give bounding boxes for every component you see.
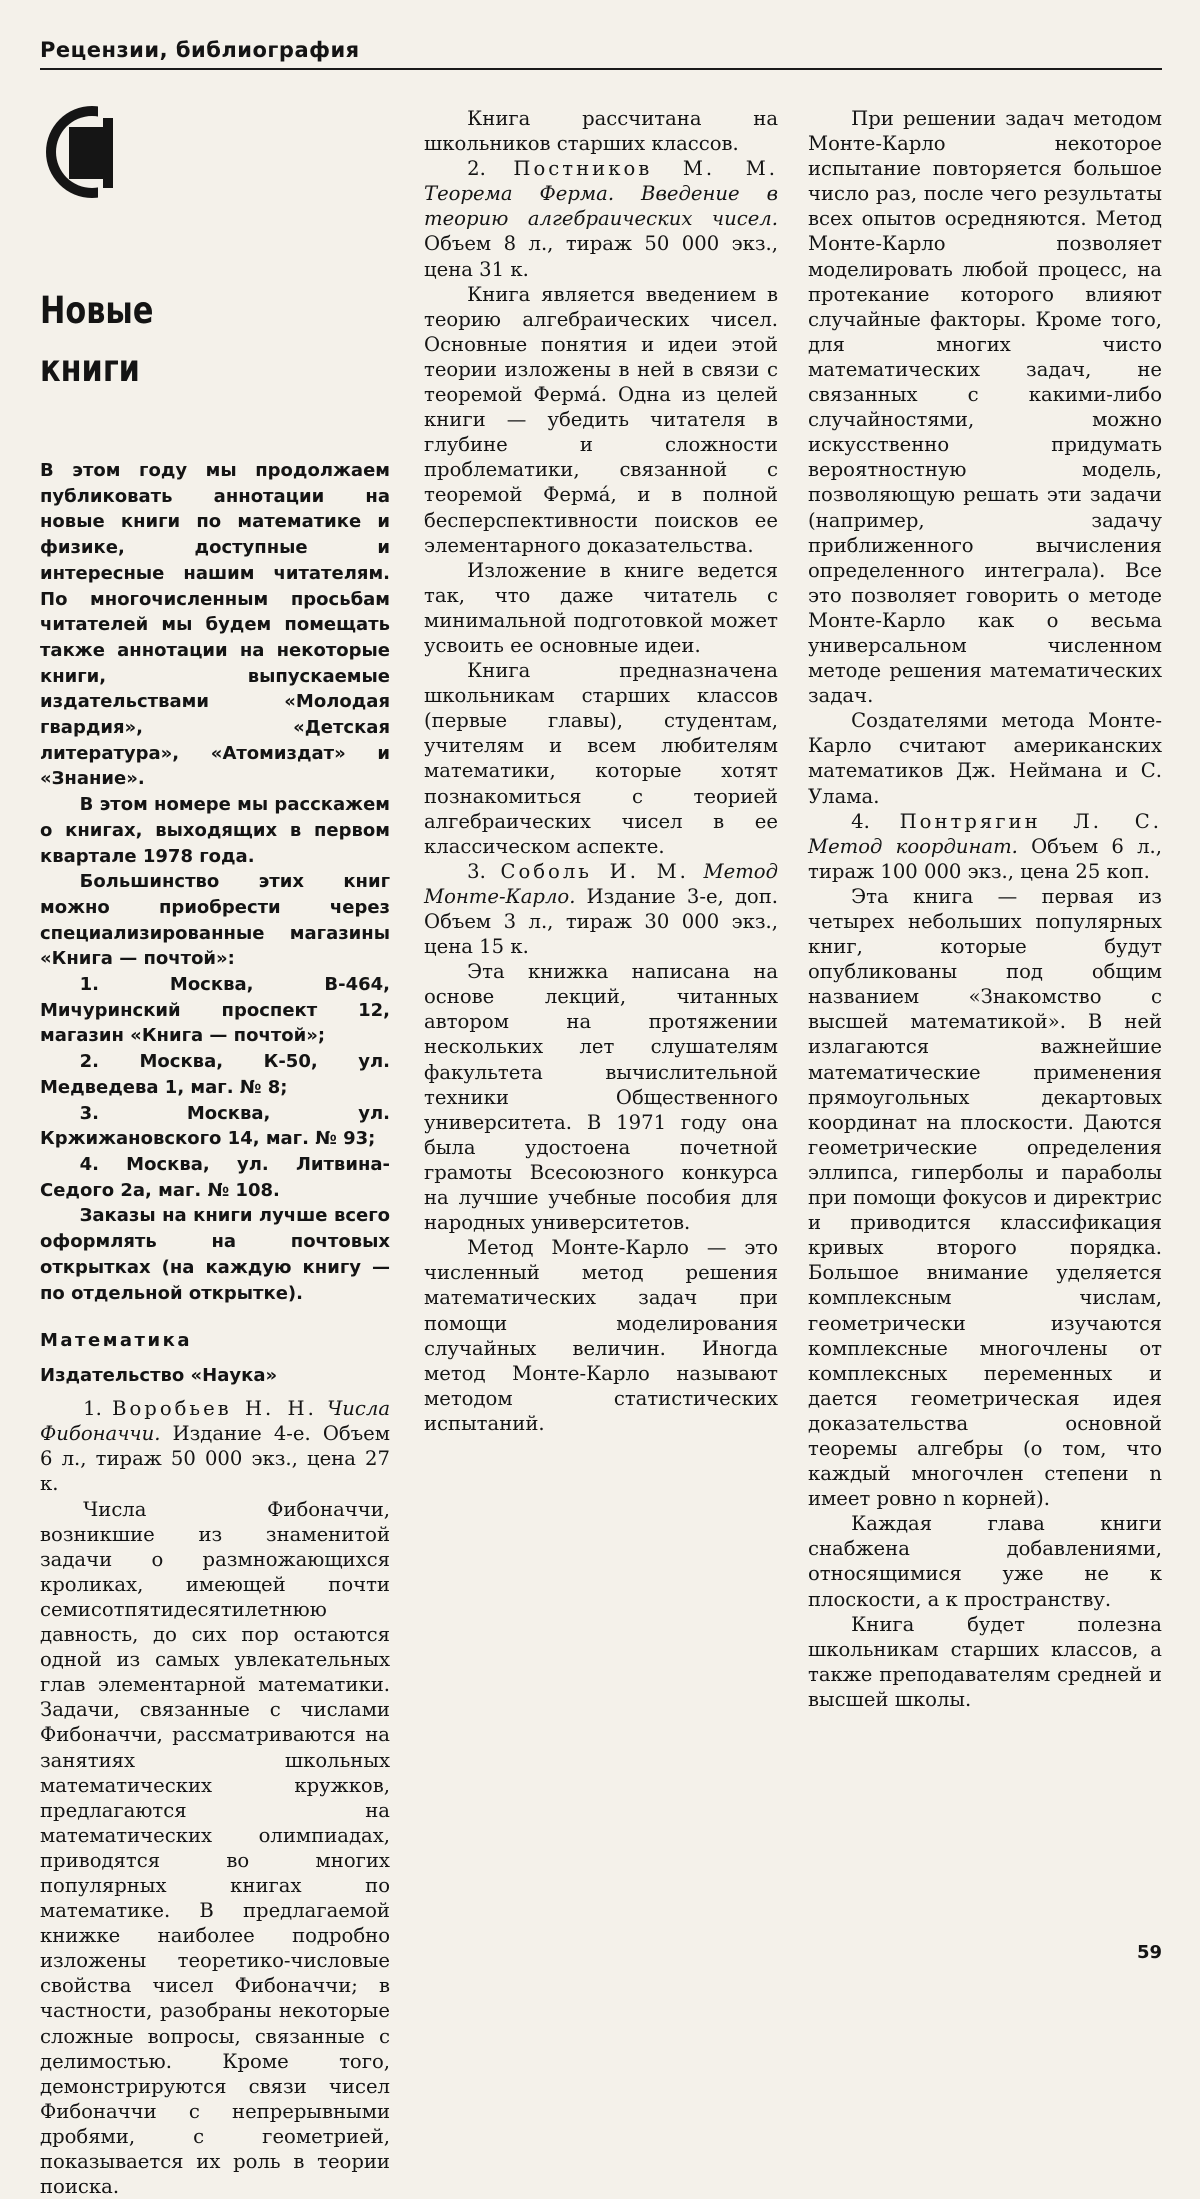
- publisher-heading: Издательство «Наука»: [40, 1365, 278, 1387]
- book-title: Метод координат.: [808, 834, 1018, 858]
- book-annotation: Метод Монте-Карло — это численный метод решения математических задач при помощи моделирования случайных величин. Иногда метод Монте-Карло называют методом статистических испытаний.: [424, 1236, 778, 1435]
- letter-c-logo-icon: [40, 100, 140, 200]
- book-annotation: Книга является введением в теорию алгебраических чисел. Основные понятия и идеи этой теории изложены в ней в связи с теоремой Ферма́. Одна из целей книги — убедить читателя в глубине и сложности проблематики, связанной с теоремой Ферма́, и в полной бесперспективности поисков ее элементарного доказательства.: [424, 282, 778, 557]
- book-annotation: Эта книжка написана на основе лекций, читанных автором на протяжении нескольких лет слушателям факультета вычислительной техники Общественного университета. В 1971 году она была удостоена почетной грамоты Всесоюзного конкурса на лучшие учебные пособия для народных университетов.: [424, 960, 778, 1235]
- book-annotation: Книга рассчитана на школьников старших классов.: [424, 107, 778, 156]
- book-entry-3: [424, 859, 778, 1436]
- book-details: Объем 8 л., тираж 50 000 экз., цена 31 к.: [424, 232, 778, 281]
- book-annotation: Изложение в книге ведется так, что даже читатель с минимальной подготовкой может усвоить ее основные идеи.: [424, 558, 778, 657]
- book-annotation: Числа Фибоначчи, возникшие из знаменитой задачи о размножающихся кроликах, имеющей почти семисотпятидесятилетнюю давность, до сих пор остаются одной из самых увлекательных глав элементарной математики. Задачи, связанные с числами Фибоначчи, рассматриваются на занятиях школьных математических кружков, предлагаются на математических олимпиадах, приводятся во многих популярных книгах по математике. В предлагаемой книжке наиболее подробно изложены теоретико-числовые свойства чисел Фибоначчи; в частности, разобраны некоторые сложные вопросы, связанные с делимостью. Кроме того, демонстрируются связи чисел Фибоначчи с непрерывными дробями, с геометрией, показывается их роль в теории поиска.: [40, 1497, 390, 2199]
- book-author: Воробьев Н. Н.: [112, 1397, 317, 1421]
- book-number: 2.: [467, 157, 486, 181]
- book-entry-1: [40, 1396, 390, 2199]
- column-2: [424, 106, 778, 1436]
- column-3: [808, 106, 1162, 1712]
- book-citation: [424, 156, 778, 281]
- column-1: [40, 458, 390, 2199]
- headline: [40, 282, 153, 398]
- shop-address: 2. Москва, К-50, ул. Медведева 1, маг. № 8;: [40, 1051, 390, 1098]
- book-entry-2: [424, 156, 778, 859]
- book-details: Издание 3-е, доп. Объем 3 л., тираж 30 000 экз., цена 15 к.: [424, 884, 779, 959]
- shop-address: 4. Москва, ул. Литвина-Седого 2а, маг. № 108.: [40, 1153, 390, 1201]
- book-title: Теорема Ферма. Введение в теорию алгебраических чисел.: [424, 182, 778, 231]
- book-number: 3.: [467, 859, 486, 883]
- book-details: Объем 6 л., тираж 100 000 экз., цена 25 коп.: [808, 834, 1162, 883]
- intro-paragraph: В этом году мы продолжаем публиковать аннотации на новые книги по математике и физике, доступные и интересные нашим читателям. По многочисленным просьбам читателей мы будем помещать также аннотации на некоторые книги, выпускаемые издательствами «Молодая гвардия», «Детская литература», «Атомиздат» и «Знание».: [40, 460, 390, 790]
- book-title: Числа Фибоначчи.: [40, 1397, 391, 1446]
- book-entry-4: [808, 809, 1162, 1712]
- book-annotation: Эта книга — первая из четырех небольших популярных книг, которые будут опубликованы под общим названием «Знакомство с высшей математикой». В ней излагаются важнейшие математические применения прямоугольных декартовых координат на плоскости. Даются геометрические определения эллипса, гиперболы и параболы при помощи фокусов и директрис и приводится классификация кривых второго порядка. Большое внимание уделяется комплексным числам, геометрически изучаются комплексные многочлены от комплексных переменных и дается геометрическая идея доказательства основной теоремы алгебры (о том, что каждый многочлен степени n имеет ровно n корней).: [808, 884, 1162, 1511]
- book-citation: [424, 859, 778, 959]
- book-annotation: При решении задач методом Монте-Карло некоторое испытание повторяется большое число раз, после чего результаты всех опытов осредняются. Метод Монте-Карло позволяет моделировать любой процесс, на протекание которого влияют случайные факторы. Кроме того, для многих чисто математических задач, не связанных с какими-либо случайностями, можно искусственно придумать вероятностную модель, позволяющую решать эти задачи (например, задачу приближенного вычисления определенного интеграла). Все это позволяет говорить о методе Монте-Карло как о весьма универсальном численном методе решения математических задач.: [808, 107, 1162, 708]
- book-author: Постников М. М.: [513, 157, 778, 181]
- book-title: Метод Монте-Карло.: [424, 859, 778, 908]
- page-number: 59: [1136, 1942, 1162, 1963]
- book-author: Соболь И. М.: [500, 859, 689, 883]
- section-title: Математика: [40, 1330, 192, 1352]
- book-annotation: Создателями метода Монте-Карло считают американских математиков Дж. Неймана и С. Улама.: [808, 709, 1162, 808]
- book-citation: [40, 1396, 390, 1496]
- book-number: 4.: [851, 809, 870, 833]
- intro-paragraph: В этом номере мы расскажем о книгах, выходящих в первом квартале 1978 года.: [40, 794, 390, 867]
- book-details: Издание 4-е. Объем 6 л., тираж 50 000 экз., цена 27 к.: [40, 1422, 390, 1496]
- book-number: 1.: [83, 1397, 102, 1421]
- intro-paragraph: Заказы на книги лучше всего оформлять на почтовых открытках (на каждую книгу — по отдельной открытке).: [40, 1205, 390, 1304]
- headline-line-2: книги: [40, 347, 140, 390]
- shop-address: 1. Москва, В-464, Мичуринский проспект 12, магазин «Книга — почтой»;: [40, 974, 390, 1047]
- shop-address: 3. Москва, ул. Кржижановского 14, маг. № 93;: [40, 1102, 390, 1150]
- book-annotation: Книга будет полезна школьникам старших классов, а также преподавателям средней и высшей школы.: [808, 1612, 1162, 1711]
- book-annotation: Книга предназначена школьникам старших классов (первые главы), студентам, учителям и всем любителям математики, которые хотят познакомиться с теорией алгебраических чисел в ее классическом аспекте.: [424, 659, 778, 858]
- rubric-title: Рецензии, библиография: [40, 38, 360, 62]
- header-rule: [40, 68, 1162, 70]
- book-author: Понтрягин Л. С.: [899, 809, 1163, 833]
- book-citation: [808, 809, 1162, 884]
- book-annotation: Каждая глава книги снабжена добавлениями, относящимися уже не к плоскости, а к пространству.: [808, 1512, 1162, 1611]
- headline-line-1: Новые: [40, 289, 154, 332]
- intro-paragraph: Большинство этих книг можно приобрести через специализированные магазины «Книга — почтой»:: [40, 871, 390, 970]
